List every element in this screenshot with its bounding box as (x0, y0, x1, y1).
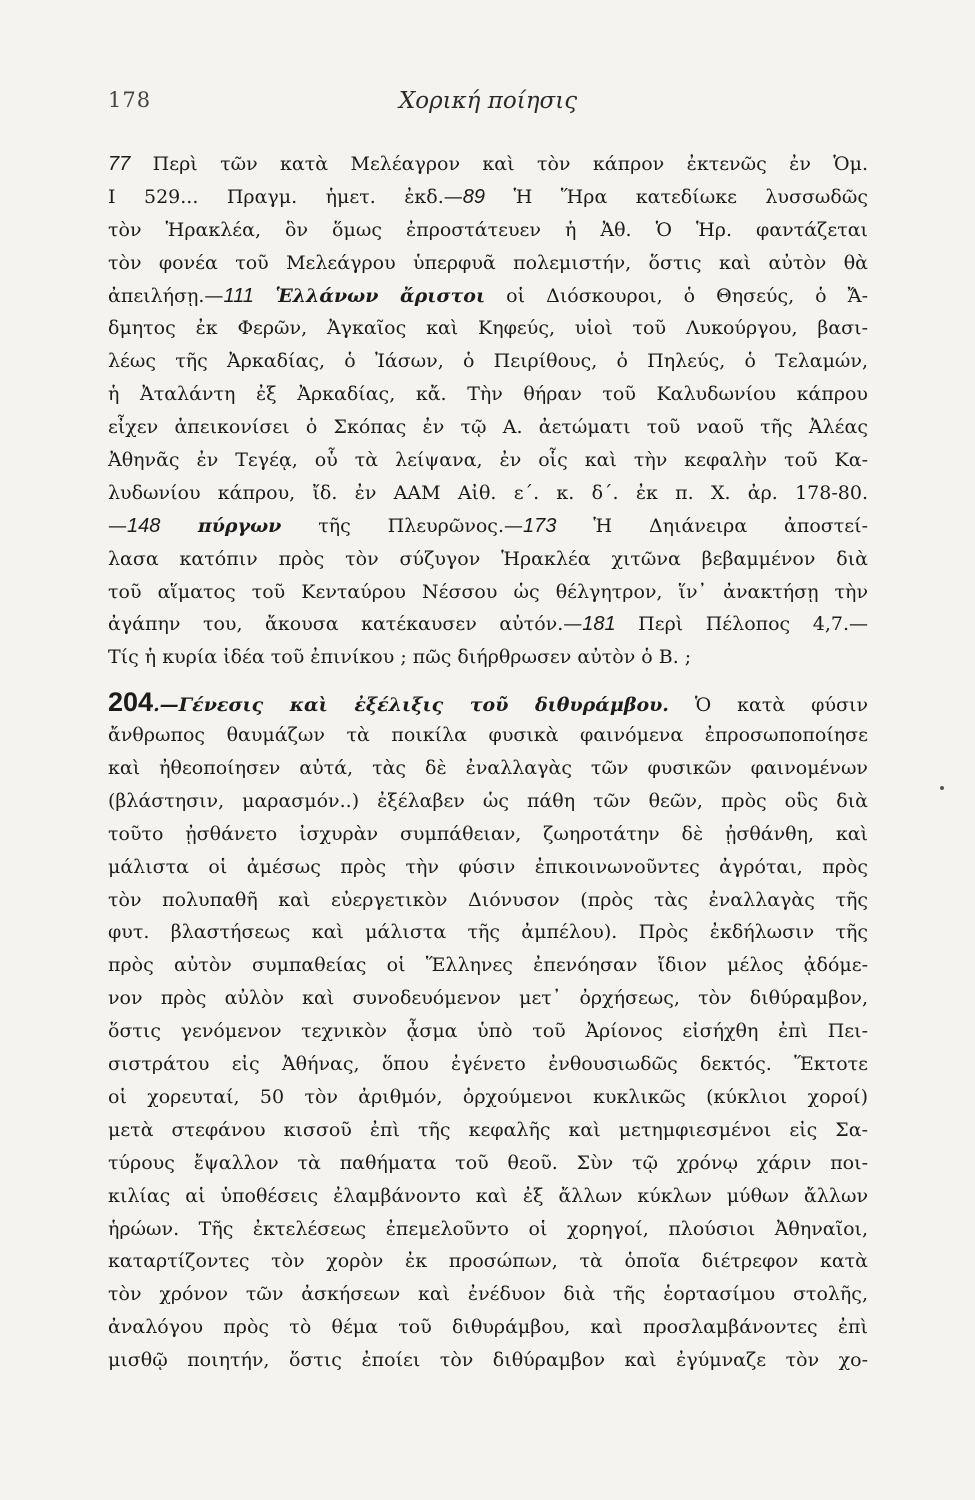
body-line: κιλίας αἱ ὑποθέσεις ἐλαμβάνοντο καὶ ἐξ ἄλλων κύκλων μύθων ἄλλων (108, 1184, 868, 1207)
note-ref: 148 (127, 514, 161, 537)
body-line: οἱ χορευταί, 50 τὸν ἀριθμόν, ὀρχούμενοι κυκλικῶς (κύκλιοι χοροί) (108, 1085, 868, 1108)
note-line: Ἀθηνᾶς ἐν Τεγέᾳ, οὗ τὰ λείψανα, ἐν οἷς καὶ τὴν κεφαλὴν τοῦ Κα- (108, 449, 868, 472)
note-ref: 89 (462, 185, 486, 208)
page-text (108, 148, 868, 1377)
body-line: μάλιστα οἱ ἀμέσως πρὸς τὴν φύσιν ἐπικοινωνοῦντες ἀγρόται, πρὸς (108, 855, 868, 878)
section-dash: .— (153, 694, 179, 717)
body-line: πρὸς αὐτὸν συμπαθείας οἱ Ἕλληνες ἐπενόησαν ἴδιον μέλος ᾀδόμε- (108, 954, 868, 977)
body-line: τὸν χρόνον τῶν ἀσκήσεων καὶ ἐνέδυον διὰ τῆς ἑορτασίμου στολῆς, (108, 1283, 868, 1306)
body-text: Ὁ κατὰ φύσιν (668, 694, 868, 717)
body-line: καταρτίζοντες τὸν χορὸν ἐκ προσώπων, τὰ ὁποῖα διέτρεφον κατὰ (108, 1250, 868, 1273)
note-line (108, 181, 868, 214)
section-body (108, 719, 868, 1377)
note-ref: 181 (582, 613, 616, 636)
note-text: Ἡ Δηιάνειρα ἀποστεί- (556, 514, 868, 537)
lemma: πύργων (160, 514, 282, 537)
body-line: ἡρώων. Τῆς ἐκτελέσεως ἐπεμελοῦντο οἱ χορηγοί, πλούσιοι Ἀθηναῖοι, (108, 1217, 868, 1240)
running-title: Χορική ποίησις (398, 88, 578, 114)
note-text: Ι 529... Πραγμ. ἡμετ. ἐκδ.— (108, 185, 463, 208)
note-text: Ἡ Ἥρα κατεδίωκε λυσσωδῶς (485, 185, 868, 208)
body-line: τύρους ἔψαλλον τὰ παθήματα τοῦ θεοῦ. Σὺν τῷ χρόνῳ χάριν ποι- (108, 1151, 868, 1174)
section-title: Γένεσις καὶ ἐξέλιξις τοῦ διθυράμβου. (178, 694, 669, 717)
body-line: ἄνθρωπος θαυμάζων τὰ ποικίλα φυσικὰ φαινόμενα ἐπροσωποποίησε (108, 724, 868, 747)
body-line: καὶ ἠθεοποίησεν αὐτά, τὰς δὲ ἐναλλαγὰς τῶν φυσικῶν φαινομένων (108, 757, 868, 780)
note-ref: 77 (108, 153, 131, 175)
body-line: ἀναλόγου πρὸς τὸ θέμα τοῦ διθυράμβου, καὶ προσλαμβάνοντες ἐπὶ (108, 1316, 868, 1339)
body-line: μετὰ στεφάνου κισσοῦ ἐπὶ τῆς κεφαλῆς καὶ μετημφιεσμένοι εἰς Σα- (108, 1118, 868, 1141)
margin-mark (940, 786, 944, 790)
note-line: λυδωνίου κάπρου, ἴδ. ἐν ΑΑΜ Αἰθ. ε΄. κ. δ΄. ἐκ π. Χ. ἀρ. 178-80. (108, 481, 868, 504)
note-ref: 173 (522, 514, 557, 537)
note-text: Περὶ Πέλοπος 4,7.— (615, 613, 868, 636)
body-line: σιστράτου εἰς Ἀθήνας, ὅπου ἐγένετο ἐνθουσιωδῶς δεκτός. Ἕκτοτε (108, 1053, 868, 1076)
note-text: ἀπειλήσῃ.— (108, 284, 224, 307)
note-line: Τίς ἡ κυρία ἰδέα τοῦ ἐπινίκου ; πῶς διήρθρωσεν αὐτὸν ὁ Β. ; (108, 646, 692, 669)
body-line: (βλάστησιν, μαρασμόν..) ἐξέλαβεν ὡς πάθη τῶν θεῶν, πρὸς οὓς διὰ (108, 789, 868, 812)
section-number: 204 (108, 687, 154, 718)
lemma: Ἑλλάνων ἄριστοι (253, 284, 486, 307)
note-line (108, 148, 868, 181)
body-line: τὸν πολυπαθῆ καὶ εὐεργετικὸν Διόνυσον (πρὸς τὰς ἐναλλαγὰς τῆς (108, 888, 868, 911)
note-line: λασα κατόπιν πρὸς τὸν σύζυγον Ἡρακλέα χιτῶνα βεβαμμένον διὰ (108, 547, 868, 570)
body-line: φυτ. βλαστήσεως καὶ μάλιστα τῆς ἀμπέλου). Πρὸς ἐκδήλωσιν τῆς (108, 921, 868, 944)
note-text: Περὶ τῶν κατὰ Μελέαγρον καὶ τὸν κάπρον ἐκτενῶς ἐν Ὁμ. (130, 153, 868, 175)
note-line: τὸν φονέα τοῦ Μελεάγρου ὑπερφυᾶ πολεμιστήν, ὅστις καὶ αὐτὸν θὰ (108, 251, 868, 274)
note-text: τῆς Πλευρῶνος.— (281, 514, 523, 537)
note-text: οἱ Διόσκουροι, ὁ Θησεύς, ὁ Ἄ- (485, 284, 868, 307)
note-line: λέως τῆς Ἀρκαδίας, ὁ Ἰάσων, ὁ Πειρίθους, ὁ Πηλεύς, ὁ Τελαμών, (108, 350, 868, 373)
body-line: νον πρὸς αὐλὸν καὶ συνοδευόμενον μετ᾿ ὀρχήσεως, τὸν διθύραμβον, (108, 987, 868, 1010)
page-header (108, 88, 868, 122)
note-line (108, 280, 868, 313)
body-line: μισθῷ ποιητήν, ὅστις ἐποίει τὸν διθύραμβον καὶ ἐγύμναζε τὸν χο- (108, 1349, 868, 1372)
note-line: τοῦ αἵματος τοῦ Κενταύρου Νέσσου ὡς θέλγητρον, ἵν᾿ ἀνακτήσῃ τὴν (108, 580, 868, 603)
body-line: ὅστις γενόμενον τεχνικὸν ᾆσμα ὑπὸ τοῦ Ἀρίονος εἰσήχθη ἐπὶ Πει- (108, 1020, 868, 1043)
body-line: τοῦτο ᾐσθάνετο ἰσχυρὰν συμπάθειαν, ζωηροτάτην δὲ ᾐσθάνθη, καὶ (108, 822, 868, 845)
note-ref: 111 (223, 284, 254, 307)
note-line: τὸν Ἡρακλέα, ὃν ὅμως ἐπροστάτευεν ἡ Ἀθ. Ὁ Ἡρ. φαντάζεται (108, 218, 868, 241)
note-line (108, 510, 868, 543)
paragraph-gap (108, 674, 868, 686)
note-line: δμητος ἐκ Φερῶν, Ἀγκαῖος καὶ Κηφεύς, υἱοὶ τοῦ Λυκούργου, βασι- (108, 317, 868, 340)
section-heading-line (108, 686, 868, 719)
note-line: εἶχεν ἀπεικονίσει ὁ Σκόπας ἐν τῷ Α. ἀετώματι τοῦ ναοῦ τῆς Ἀλέας (108, 416, 868, 439)
note-line: ἡ Ἀταλάντη ἐξ Ἀρκαδίας, κἄ. Τὴν θήραν τοῦ Καλυδωνίου κάπρου (108, 383, 868, 406)
note-line (108, 608, 868, 641)
note-text: — (108, 514, 127, 537)
note-text: ἀγάπην του, ἄκουσα κατέκαυσεν αὐτόν.— (108, 613, 583, 636)
page-number: 178 (108, 88, 152, 112)
